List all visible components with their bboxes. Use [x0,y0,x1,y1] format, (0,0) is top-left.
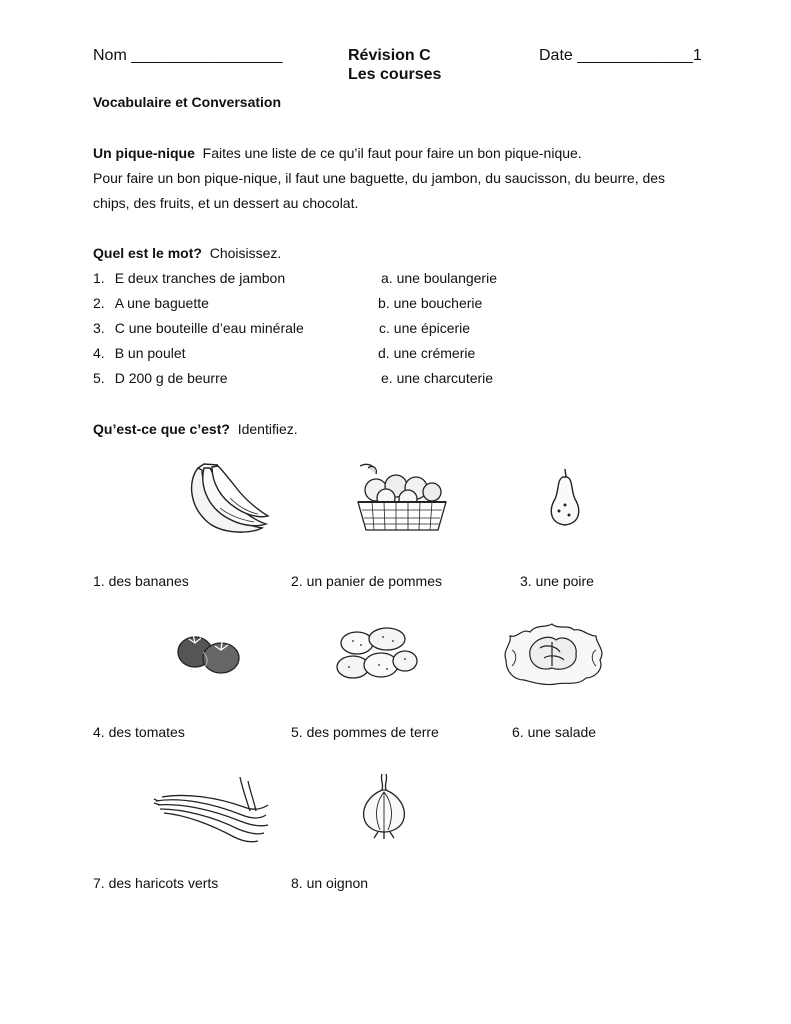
caption-potatoes: 5. des pommes de terre [291,724,439,740]
green-beans-illustration [150,775,275,845]
picnic-heading: Un pique-nique [93,145,195,161]
lettuce-illustration [500,620,608,690]
caption-green-beans: 7. des haricots verts [93,875,219,891]
item-number: 5. [93,370,105,386]
caption-bananas: 1. des bananes [93,573,189,589]
name-field[interactable]: Nom _________________ [93,47,283,64]
item-number: 1. [93,270,105,286]
matching-option: c. une épicerie [379,320,471,336]
page-title: Révision C [348,47,431,64]
picnic-answer-line-1: Pour faire un bon pique-nique, il faut une baguette, du jambon, du saucisson, du beurre, des [93,170,666,186]
potatoes-illustration [335,625,420,687]
matching-option: b. une boucherie [378,295,483,311]
tomatoes-illustration [175,630,245,678]
item-answer: D 200 g de beurre [114,370,228,386]
item-number: 2. [93,295,105,311]
matching-item [93,370,228,386]
identify-heading: Qu’est-ce que c’est? [93,421,230,437]
matching-item [93,345,186,361]
page-subtitle: Les courses [348,66,442,83]
matching-heading: Quel est le mot? [93,245,202,261]
bananas-illustration [180,462,275,537]
pear-illustration [545,467,585,529]
item-answer: B un poulet [114,345,186,361]
matching-item [93,320,304,336]
apple-basket-illustration [352,462,452,534]
date-field[interactable]: Date _____________1 [539,47,702,64]
matching-item [93,270,285,286]
caption-apple-basket: 2. un panier de pommes [291,573,442,589]
matching-item [93,295,209,311]
item-answer: E deux tranches de jambon [114,270,286,286]
matching-prompt [93,245,281,261]
picnic-instruction: Faites une liste de ce qu’il faut pour faire un bon pique-nique. [202,145,582,161]
caption-pear: 3. une poire [520,573,594,589]
caption-lettuce: 6. une salade [512,724,597,740]
item-answer: A une baguette [114,295,209,311]
matching-option: a. une boulangerie [381,270,497,286]
item-answer: C une bouteille d’eau minérale [114,320,304,336]
item-number: 3. [93,320,105,336]
caption-tomatoes: 4. des tomates [93,724,185,740]
matching-option: e. une charcuterie [381,370,494,386]
caption-onion: 8. un oignon [291,875,369,891]
matching-option: d. une crémerie [378,345,476,361]
identify-instruction: Identifiez. [237,421,298,437]
onion-illustration [358,772,410,840]
matching-instruction: Choisissez. [209,245,282,261]
picnic-answer-line-2: chips, des fruits, et un dessert au chocolat. [93,195,359,211]
item-number: 4. [93,345,105,361]
picnic-prompt [93,145,582,161]
identify-prompt [93,421,298,437]
section-heading-vocab: Vocabulaire et Conversation [93,94,282,110]
